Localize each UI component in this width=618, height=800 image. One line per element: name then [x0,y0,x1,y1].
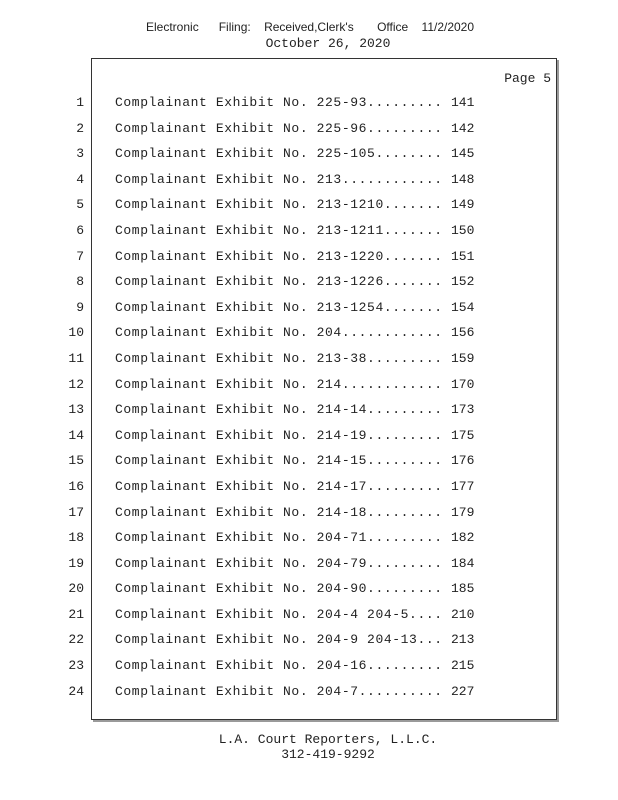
exhibit-page: 213 [451,632,475,648]
exhibit-page: 159 [451,350,475,366]
exhibit-page: 149 [451,197,475,213]
transcript-line [0,397,618,423]
exhibit-entry: Complainant Exhibit No. 213-1254....... [115,299,443,315]
transcript-line [0,320,618,346]
line-number: 20 [68,581,84,597]
exhibit-entry: Complainant Exhibit No. 204............ [115,325,443,341]
transcript-line [0,269,618,295]
exhibit-entry: Complainant Exhibit No. 213............ [115,171,443,187]
exhibit-entry: Complainant Exhibit No. 213-1226....... [115,274,443,290]
transcript-line [0,653,618,679]
exhibit-page: 182 [451,530,475,546]
line-number: 15 [68,453,84,469]
line-number: 24 [68,683,84,699]
line-number: 3 [76,146,84,162]
transcript-line [0,295,618,321]
exhibit-entry: Complainant Exhibit No. 225-105........ [115,146,443,162]
exhibit-page: 177 [451,478,475,494]
transcript-line [0,474,618,500]
transcript-line [0,192,618,218]
transcript-date: October 26, 2020 [265,36,391,51]
exhibit-entry: Complainant Exhibit No. 214............ [115,376,443,392]
exhibit-page: 179 [451,504,475,520]
line-number: 4 [76,171,84,187]
transcript-line [0,90,618,116]
line-number: 22 [68,632,84,648]
transcript-line [0,525,618,551]
line-number: 21 [68,606,84,622]
exhibit-page: 210 [451,606,475,622]
transcript-line [0,679,618,705]
line-number: 11 [68,350,84,366]
exhibit-page: 150 [451,222,475,238]
exhibit-entry: Complainant Exhibit No. 204-7.......... [115,683,443,699]
stamp-filing: Filing: [218,20,251,34]
transcript-line [0,602,618,628]
exhibit-entry: Complainant Exhibit No. 204-90......... [115,581,443,597]
transcript-line [0,423,618,449]
line-number: 8 [76,274,84,290]
exhibit-entry: Complainant Exhibit No. 214-14......... [115,402,443,418]
exhibit-entry: Complainant Exhibit No. 213-1211....... [115,222,443,238]
exhibit-page: 175 [451,427,475,443]
stamp-date: 11/2/2020 [421,20,475,34]
transcript-line [0,244,618,270]
line-number: 16 [68,478,84,494]
exhibit-entry: Complainant Exhibit No. 214-15......... [115,453,443,469]
exhibit-list [0,90,618,704]
exhibit-page: 227 [451,683,475,699]
exhibit-entry: Complainant Exhibit No. 213-38......... [115,350,443,366]
exhibit-entry: Complainant Exhibit No. 225-93......... [115,95,443,110]
transcript-line [0,167,618,193]
exhibit-entry: Complainant Exhibit No. 204-4 204-5.... [115,606,443,622]
transcript-line [0,346,618,372]
exhibit-page: 156 [451,325,475,341]
line-number: 6 [76,222,84,238]
line-number: 10 [68,325,84,341]
transcript-line [0,627,618,653]
exhibit-page: 152 [451,274,475,290]
exhibit-page: 176 [451,453,475,469]
line-number: 5 [76,197,84,213]
line-number: 12 [68,376,84,392]
footer [0,732,618,762]
line-number: 17 [68,504,84,520]
exhibit-entry: Complainant Exhibit No. 225-96......... [115,120,443,136]
exhibit-entry: Complainant Exhibit No. 204-16......... [115,658,443,674]
exhibit-page: 145 [451,146,475,162]
exhibit-page: 173 [451,402,475,418]
transcript-line [0,372,618,398]
exhibit-entry: Complainant Exhibit No. 214-19......... [115,427,443,443]
exhibit-page: 170 [451,376,475,392]
line-number: 13 [68,402,84,418]
exhibit-entry: Complainant Exhibit No. 213-1220....... [115,248,443,264]
transcript-line [0,141,618,167]
exhibit-page: 141 [451,95,475,110]
transcript-line [0,448,618,474]
exhibit-page: 184 [451,555,475,571]
line-number: 23 [68,658,84,674]
transcript-line [0,500,618,526]
exhibit-entry: Complainant Exhibit No. 213-1210....... [115,197,443,213]
line-number: 14 [68,427,84,443]
reporter-phone: 312-419-9292 [281,747,375,762]
line-number: 18 [68,530,84,546]
exhibit-page: 185 [451,581,475,597]
transcript-line [0,218,618,244]
page-number: Page 5 [504,71,551,86]
exhibit-entry: Complainant Exhibit No. 204-9 204-13... [115,632,443,648]
exhibit-entry: Complainant Exhibit No. 204-79......... [115,555,443,571]
exhibit-page: 151 [451,248,475,264]
exhibit-page: 154 [451,299,475,315]
transcript-line [0,576,618,602]
stamp-received: Received,Clerk's [264,20,354,34]
line-number: 1 [76,95,84,110]
exhibit-entry: Complainant Exhibit No. 204-71......... [115,530,443,546]
exhibit-entry: Complainant Exhibit No. 214-17......... [115,478,443,494]
line-number: 2 [76,120,84,136]
line-number: 9 [76,299,84,315]
exhibit-page: 215 [451,658,475,674]
transcript-line [0,551,618,577]
transcript-line [0,116,618,142]
exhibit-page: 142 [451,120,475,136]
stamp-electronic: Electronic [146,20,199,34]
line-number: 7 [76,248,84,264]
reporter-company: L.A. Court Reporters, L.L.C. [218,732,438,747]
line-number: 19 [68,555,84,571]
stamp-office: Office [377,20,409,34]
filing-stamp [146,20,474,34]
exhibit-page: 148 [451,171,475,187]
exhibit-entry: Complainant Exhibit No. 214-18......... [115,504,443,520]
